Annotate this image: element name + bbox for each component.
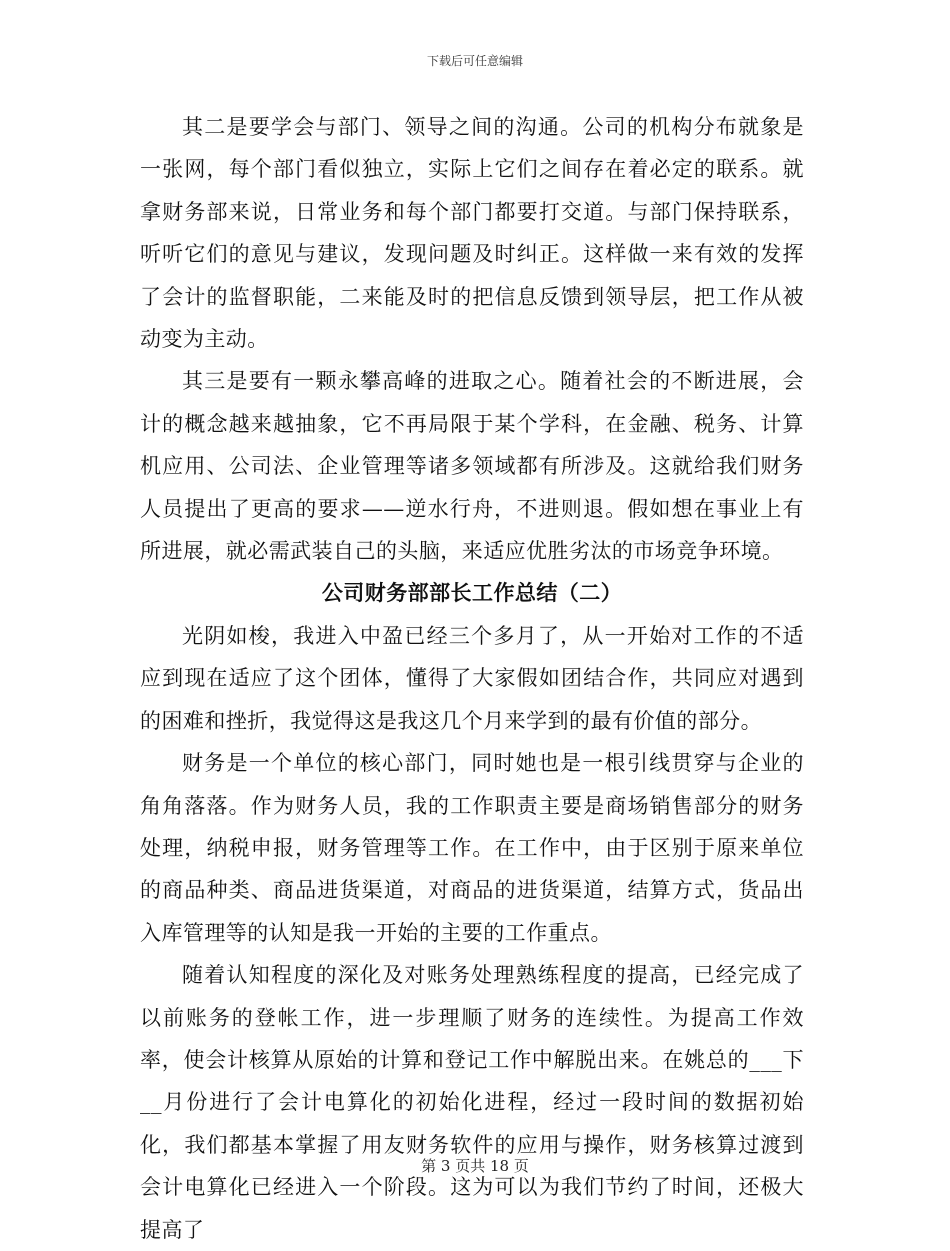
paragraph-duties: 财务是一个单位的核心部门，同时她也是一根引线贯穿与企业的角角落落。作为财务人员，我的工作职责主要是商场销售部分的财务处理，纳税申报，财务管理等工作。在工作中，由于区别于原来单位的商品种类、商品进货渠道，对商品的进货渠道，结算方式，货品出入库管理等的认知是我一开始的主要的工作重点。 <box>140 751 804 945</box>
paragraph-intro: 光阴如梭，我进入中盈已经三个多月了，从一开始对工作的不适应到现在适应了这个团体，懂得了大家假如团结合作，共同应对遇到的困难和挫折，我觉得这是我这几个月来学到的最有价值的部分。 <box>140 623 804 733</box>
paragraph-communication: 其二是要学会与部门、领导之间的沟通。公司的机构分布就象是一张网，每个部门看似独立，实际上它们之间存在着必定的联系。就拿财务部来说，日常业务和每个部门都要打交道。与部门保持联系，听听它们的意见与建议，发现问题及时纠正。这样做一来有效的发挥了会计的监督职能，二来能及时的把信息反馈到领导层，把工作从被动变为主动。 <box>140 115 804 352</box>
section-heading: 公司财务部部长工作总结（二） <box>321 580 623 606</box>
page-header: 下载后可任意编辑 <box>426 54 523 68</box>
paragraph-progress: 随着认知程度的深化及对账务处理熟练程度的提高，已经完成了以前账务的登帐工作，进一步理顺了财务的连续性。为提高工作效率，使会计核算从原始的计算和登记工作中解脱出来。在姚总的___下__月份进行了会计电算化的初始化进程，经过一段时间的数据初始化，我们都基本掌握了用友财务软件的应用与操作，财务核算过渡到会计电算化已经进入一个阶段。这为可以为我们节约了时间，还极大提高了 <box>140 963 804 1242</box>
paragraph-ambition: 其三是要有一颗永攀高峰的进取之心。随着社会的不断进展，会计的概念越来越抽象，它不再局限于某个学科，在金融、税务、计算机应用、公司法、企业管理等诸多领域都有所涉及。这就给我们财务人员提出了更高的要求——逆水行舟，不进则退。假如想在事业上有所进展，就必需武装自己的头脑，来适应优胜劣汰的市场竞争环境。 <box>140 369 804 564</box>
document-body <box>140 106 804 1251</box>
page-footer: 第 3 页共 18 页 <box>421 1157 529 1175</box>
